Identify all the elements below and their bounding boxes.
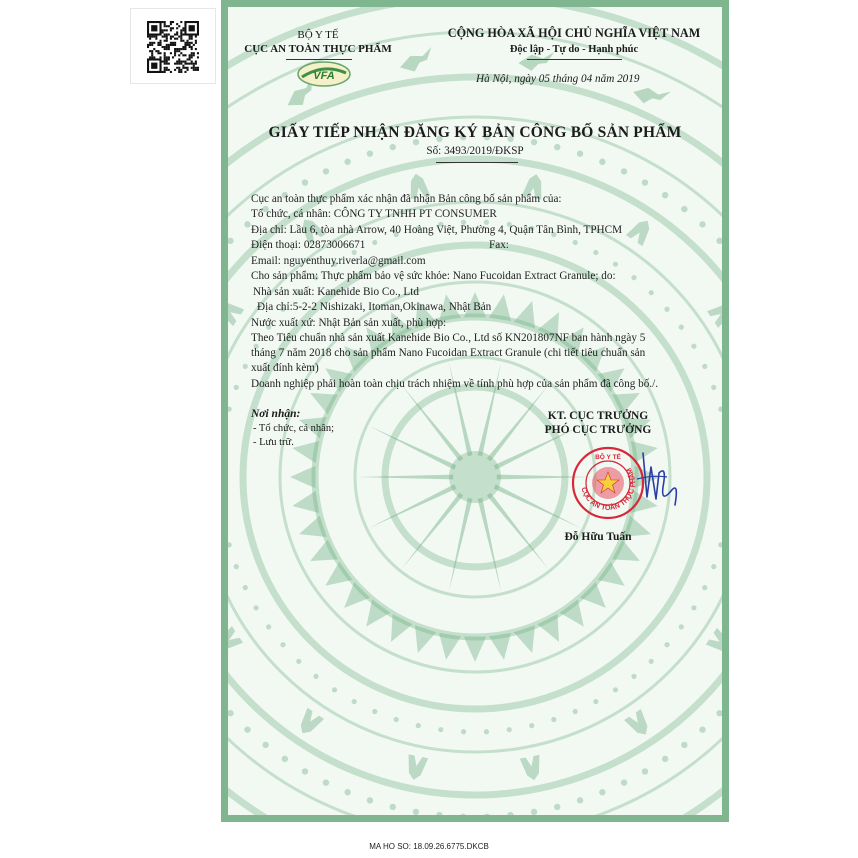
motto-underline bbox=[527, 59, 622, 60]
body-standard-3: xuất đính kèm) bbox=[251, 362, 319, 374]
recipients-heading: Nơi nhận: bbox=[251, 408, 301, 420]
signature-title-2: PHÓ CỤC TRƯỞNG bbox=[544, 424, 652, 436]
vfa-logo-text: VFA bbox=[313, 70, 335, 82]
stamp-top-text: BỘ Y TẾ bbox=[595, 454, 621, 461]
body-responsibility: Doanh nghiệp phải hoàn toàn chịu trách nhiệm về tính phù hợp của sản phẩm đã công bố./. bbox=[251, 378, 659, 390]
body-manufacturer-address: Địa chỉ:5-2-2 Nishizaki, Itoman,Okinawa, Nhật Bản bbox=[257, 301, 492, 313]
stamp-ring-text: CỤC AN TOÀN THỰC PHẨM bbox=[579, 466, 638, 513]
body-product: Cho sản phẩm: Thực phẩm bảo vệ sức khỏe: Nano Fucoidan Extract Granule; do: bbox=[251, 270, 616, 282]
dossier-code: MA HO SO: 18.09.26.6775.DKCB bbox=[369, 842, 489, 851]
body-organization: Tổ chức, cá nhân: CÔNG TY TNHH PT CONSUMER bbox=[251, 208, 497, 220]
registration-number: Số: 3493/2019/ĐKSP bbox=[426, 145, 524, 157]
number-underline bbox=[436, 162, 518, 163]
agency-name: CỤC AN TOÀN THỰC PHẨM bbox=[244, 43, 392, 55]
recipient-item: - Lưu trữ. bbox=[253, 437, 294, 448]
place-date: Hà Nội, ngày 05 tháng 04 năm 2019 bbox=[476, 73, 640, 85]
body-intro: Cục an toàn thực phẩm xác nhận đã nhận Bản công bố sản phẩm của: bbox=[251, 193, 562, 205]
body-standard-1: Theo Tiêu chuẩn nhà sản xuất Kanehide Bio Co., Ltd số KN201807NF ban hành ngày 5 bbox=[251, 332, 646, 344]
body-address: Địa chỉ: Lầu 6, tòa nhà Arrow, 40 Hoàng Việt, Phường 4, Quận Tân Bình, TPHCM bbox=[251, 224, 623, 236]
qr-code-icon bbox=[147, 21, 199, 73]
body-email: Email: nguyenthuy.riverla@gmail.com bbox=[251, 255, 426, 267]
national-motto: Độc lập - Tự do - Hạnh phúc bbox=[509, 44, 639, 55]
vfa-logo-icon bbox=[296, 59, 352, 89]
body-manufacturer: Nhà sản xuất: Kanehide Bio Co., Ltd bbox=[253, 286, 419, 298]
certificate-document bbox=[221, 0, 729, 822]
ministry-name: BỘ Y TẾ bbox=[297, 29, 339, 41]
body-origin: Nước xuất xứ: Nhật Bản sản xuất, phù hợp: bbox=[251, 317, 447, 329]
body-standard-2: tháng 7 năm 2018 cho sản phẩm Nano Fucoidan Extract Granule (chi tiết tiêu chuẩn sản bbox=[251, 347, 646, 359]
signer-name: Đỗ Hữu Tuấn bbox=[564, 531, 632, 543]
handwritten-signature-icon bbox=[623, 447, 693, 517]
body-phone: Điện thoại: 02873006671 bbox=[251, 239, 366, 251]
document-title: GIẤY TIẾP NHẬN ĐĂNG KÝ BẢN CÔNG BỐ SẢN PHẨM bbox=[268, 124, 682, 141]
recipient-item: - Tổ chức, cá nhân; bbox=[253, 423, 335, 434]
signature-title-1: KT. CỤC TRƯỞNG bbox=[547, 410, 649, 422]
body-fax: Fax: bbox=[489, 239, 509, 251]
qr-code-card bbox=[130, 8, 216, 84]
country-name: CỘNG HÒA XÃ HỘI CHỦ NGHĨA VIỆT NAM bbox=[447, 26, 701, 40]
